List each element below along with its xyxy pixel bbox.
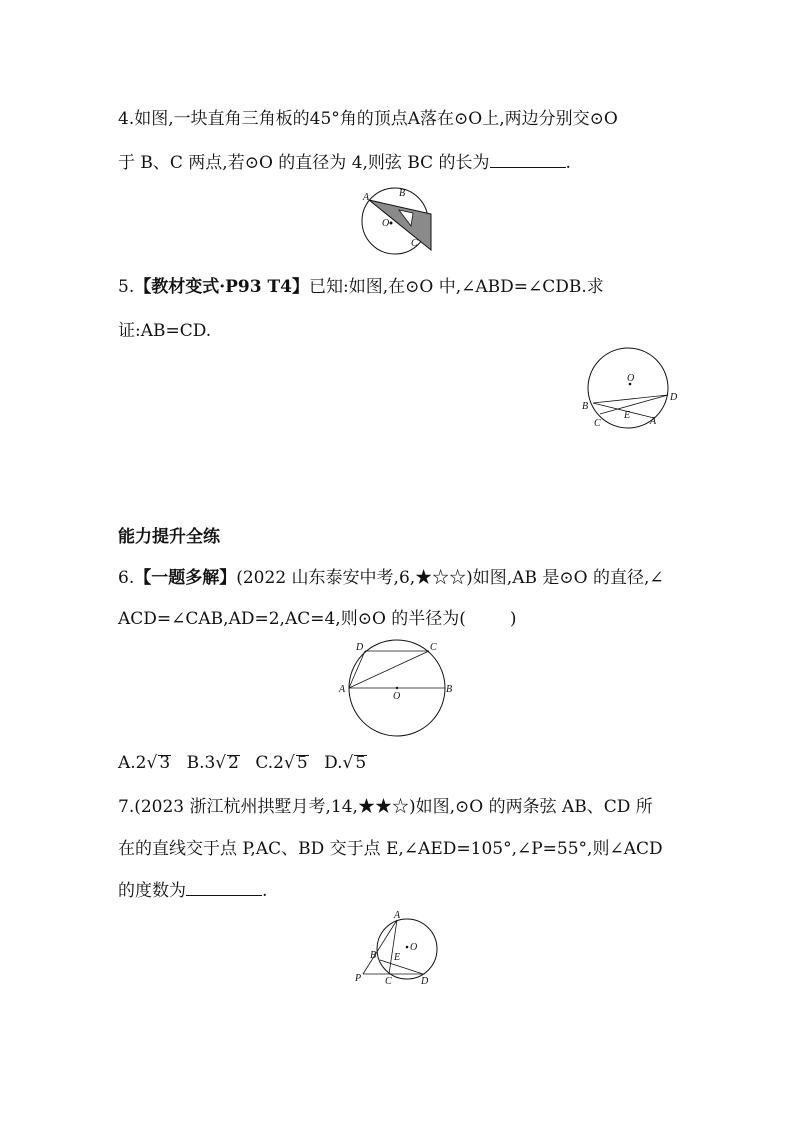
q6-chord-AD xyxy=(349,651,365,688)
q7-line2: 在的直线交于点 P,AC、BD 交于点 E,∠AED=105°,∠P=55°,则∠ACD xyxy=(118,839,663,859)
q6-option-b[interactable]: B.3√ 2 xyxy=(186,753,239,773)
q4-line2-end: . xyxy=(565,153,571,173)
q5-label-O: O xyxy=(627,373,635,384)
q6-option-d-radicand: 5 xyxy=(355,753,367,773)
q5-line1 xyxy=(118,276,604,298)
q6-figure xyxy=(338,638,458,738)
q6-line2-end: ) xyxy=(509,609,517,629)
q7-label-O: O xyxy=(410,942,418,953)
q6-option-a-radicand: 3 xyxy=(159,753,171,773)
q7-center-dot xyxy=(406,946,409,949)
q6-label-D: D xyxy=(356,642,364,653)
q6-option-c[interactable]: C.2√ 5 xyxy=(255,753,308,773)
q7-line1: 7.(2023 浙江杭州拱墅月考,14,★★☆)如图,⊙O 的两条弦 AB、CD 所 xyxy=(118,797,653,817)
q6-line2 xyxy=(118,608,517,630)
q6-line2-text: ACD=∠CAB,AD=2,AC=4,则⊙O 的半径为( xyxy=(118,609,466,629)
q5-line1-text: 已知:如图,在⊙O 中,∠ABD=∠CDB.求 xyxy=(309,277,604,297)
q5-label-D: D xyxy=(670,392,678,403)
q4-triangle-ruler xyxy=(369,200,431,250)
q7-label-D: D xyxy=(421,976,429,987)
q6-option-d[interactable]: D.√ 5 xyxy=(324,753,367,773)
q7-label-P: P xyxy=(355,973,362,984)
q4-figure xyxy=(355,188,465,258)
q6-option-a-label: A.2 xyxy=(118,753,147,773)
q6-label-C: C xyxy=(430,642,437,653)
q6-option-b-radicand: 2 xyxy=(228,753,239,773)
q5-label-A: A xyxy=(650,416,657,427)
q7-label-A: A xyxy=(394,910,401,921)
q6-line1-text: (2022 山东泰安中考,6,★☆☆)如图,AB 是⊙O 的直径,∠ xyxy=(236,568,664,588)
q5-label-C: C xyxy=(594,418,601,429)
q7-circle xyxy=(377,919,437,979)
q6-tag: 【一题多解】 xyxy=(134,568,237,588)
q4-label-A: A xyxy=(363,192,370,203)
q4-line2 xyxy=(118,152,571,174)
q5-num: 5. xyxy=(118,277,135,297)
q6-line1 xyxy=(118,567,664,589)
q4-line1: 4.如图,一块直角三角板的45°角的顶点A落在⊙O上,两边分别交⊙O xyxy=(118,109,618,129)
q7-line3-text: 的度数为 xyxy=(118,881,186,901)
q5-label-B: B xyxy=(582,401,589,412)
q4-line2-text: 于 B、C 两点,若⊙O 的直径为 4,则弦 BC 的长为 xyxy=(118,153,490,173)
q6-num: 6. xyxy=(118,568,135,588)
q6-option-c-label: C.2 xyxy=(255,753,284,773)
q4-center-dot xyxy=(390,222,393,225)
q4-label-O: O xyxy=(382,218,390,229)
q5-tag: 【教材变式·P93 T4】 xyxy=(134,277,309,297)
q6-center-dot xyxy=(396,687,398,689)
q5-chord-BD xyxy=(593,395,668,403)
q5-label-E: E xyxy=(624,410,631,421)
q7-label-E: E xyxy=(394,952,401,963)
q5-figure xyxy=(580,346,680,436)
q4-label-B: B xyxy=(399,188,406,199)
q7-answer-blank[interactable] xyxy=(186,880,262,896)
q5-chord-CD xyxy=(600,395,668,414)
q7-figure xyxy=(353,908,443,988)
q4-answer-blank[interactable] xyxy=(490,152,566,168)
q7-line-PA xyxy=(363,920,397,974)
q6-option-b-label: B.3 xyxy=(186,753,216,773)
q5-line2: 证:AB=CD. xyxy=(118,321,212,341)
q7-label-B: B xyxy=(370,950,377,961)
q6-label-A: A xyxy=(339,684,346,695)
q6-label-O: O xyxy=(393,691,401,702)
q7-chord-AC xyxy=(389,920,397,974)
q6-option-a[interactable]: A.2√ 3 xyxy=(118,753,171,773)
q6-option-c-radicand: 5 xyxy=(296,753,308,773)
q6-label-B: B xyxy=(446,684,453,695)
q6-options xyxy=(118,752,377,774)
section-title: 能力提升全练 xyxy=(118,527,220,547)
q7-label-C: C xyxy=(385,976,392,987)
q7-line3 xyxy=(118,880,267,902)
q7-chord-BD xyxy=(380,960,423,974)
q4-label-C: C xyxy=(411,238,418,249)
q6-option-d-label: D. xyxy=(324,753,343,773)
q7-line3-end: . xyxy=(262,881,268,901)
